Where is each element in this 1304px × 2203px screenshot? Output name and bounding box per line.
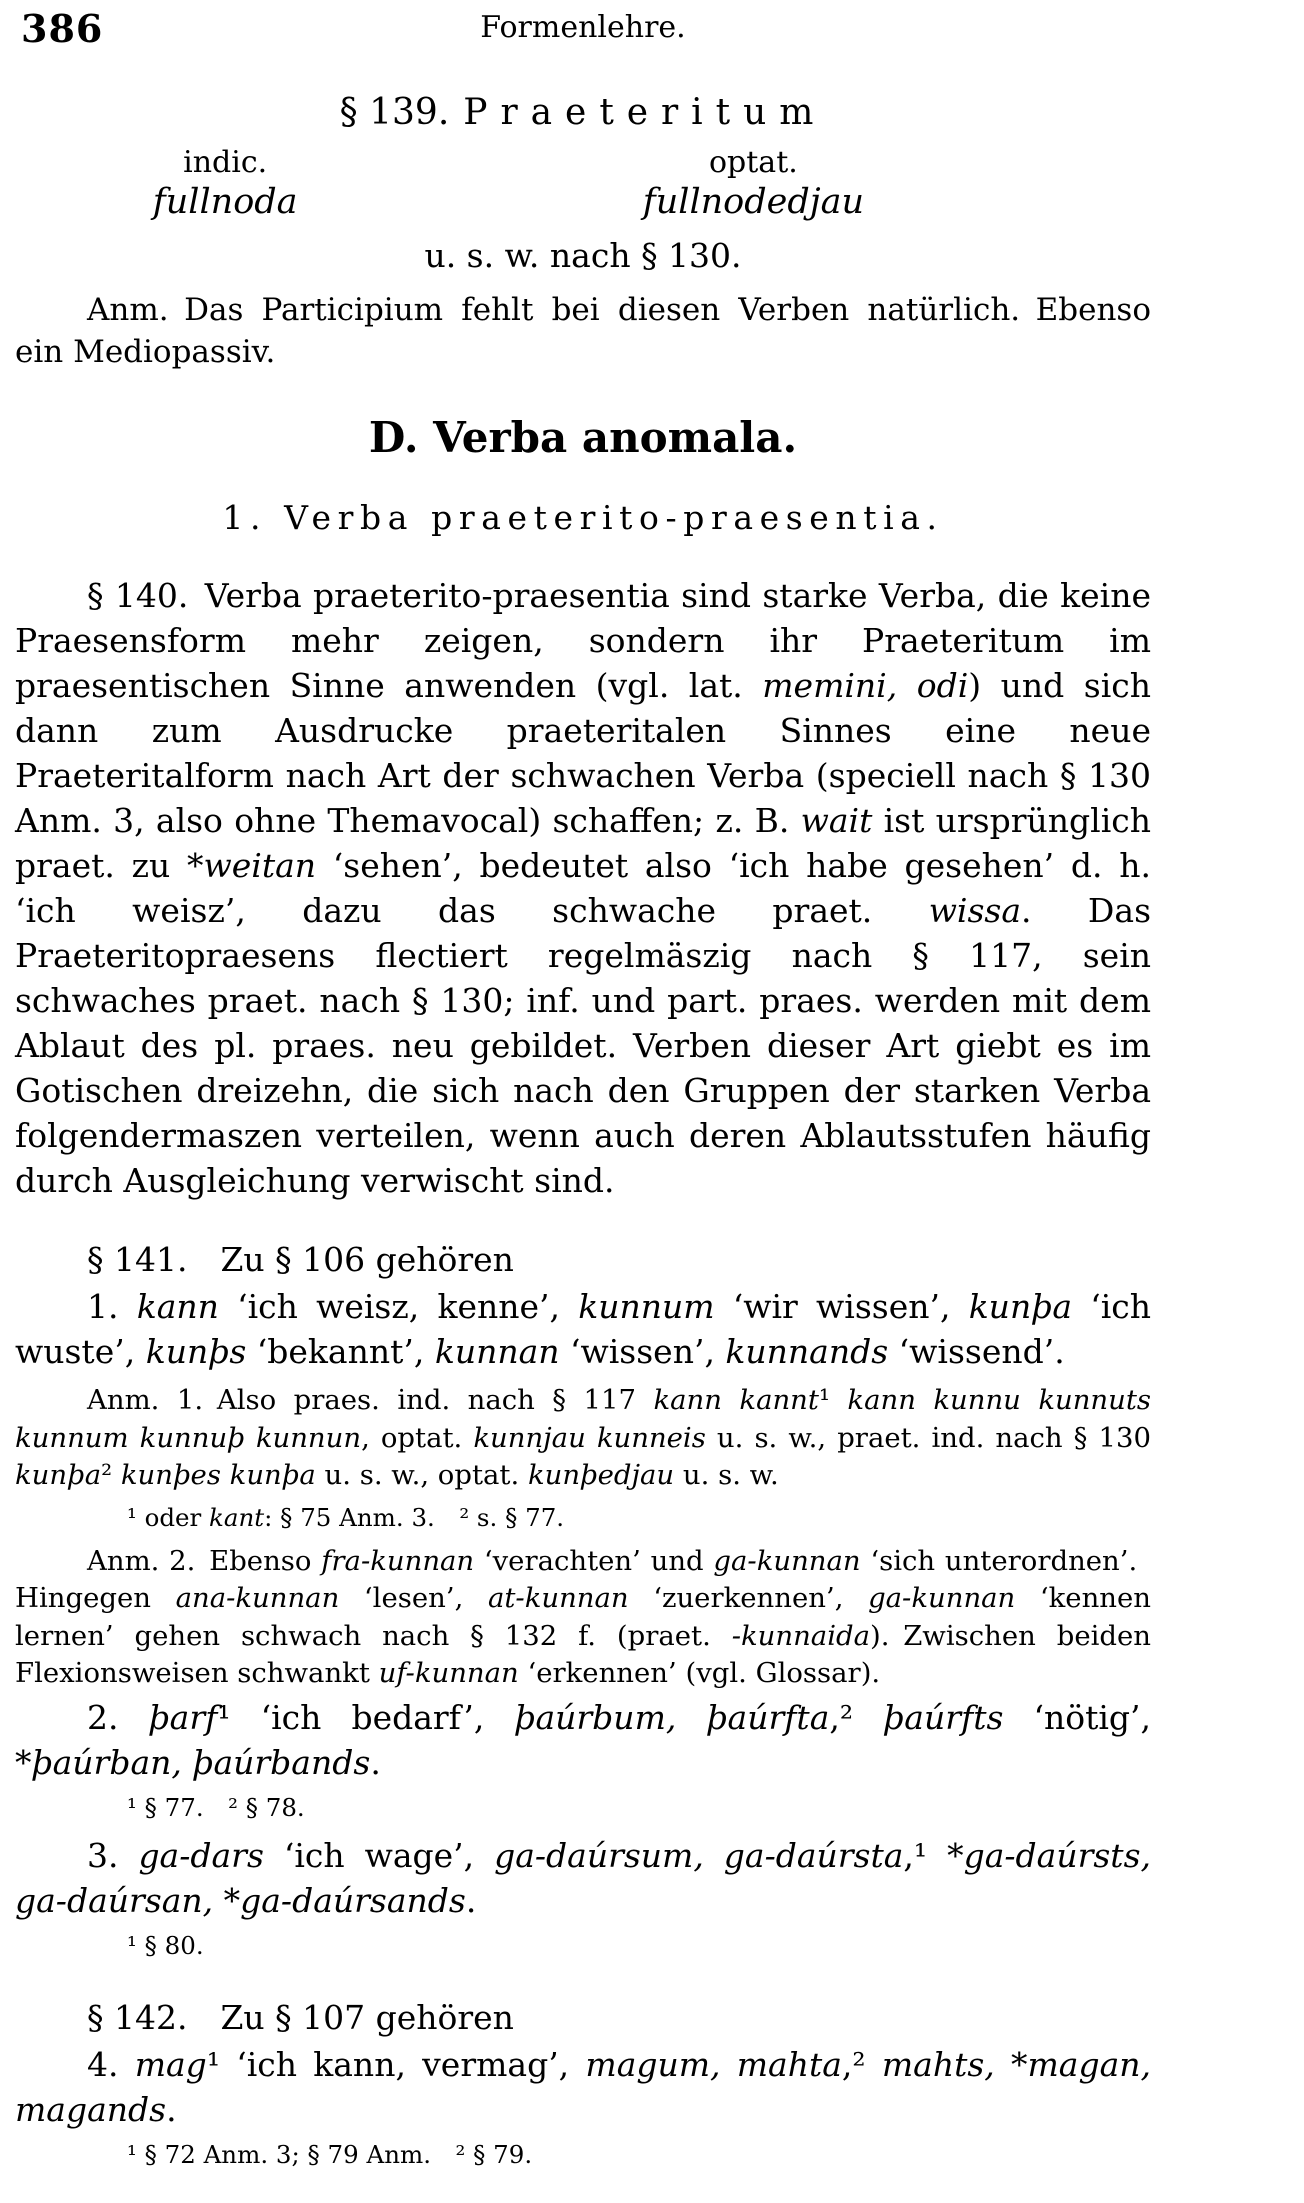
subsection-heading-praeterito-praesentia: 1. Verba praeterito-praesentia. [222, 498, 944, 537]
page-number: 386 [21, 6, 104, 51]
chapter-heading-verba-anomala: D. Verba anomala. [368, 413, 798, 462]
list-item-4-mag: 4. mag¹ ‘ich kann, vermag’, magum, mahta,² mahts, *magan, magands. [15, 2044, 1152, 2129]
page-header [15, 6, 1151, 56]
paradigm-label-row [15, 145, 1151, 180]
footnote-item-4: ¹ § 72 Anm. 3; § 79 Anm. ² § 79. [127, 2139, 533, 2169]
section-142-heading: § 142. Zu § 107 gehören [87, 1997, 514, 2037]
annotation-1: Anm. 1. Also praes. ind. nach § 117 kann kannt¹ kann kunnu kunnuts kunnum kunnuþ kunnun, optat. kunnjau kunneis u. s. w., praet. ind. nach § 130 kunþa² kunþes kunþa u. s. w., optat. kunþedjau u. s. w. [15, 1384, 1151, 1491]
annotation-2: Anm. 2. Ebenso fra-kunnan ‘verachten’ und ga-kunnan ‘sich unterordnen’. Hingegen ana-kunnan ‘lesen’, at-kunnan ‘zuerkennen’, ga-kunnan ‘kennen lernen’ gehen schwach nach § 132 f. (praet. -kunnaida). Zwischen beiden Flexionsweisen schwankt uf-kunnan ‘erkennen’ (vgl. Glossar). [15, 1544, 1152, 1689]
running-header: Formenlehre. [480, 10, 686, 45]
footnote-item-3: ¹ § 80. [127, 1930, 204, 1960]
form-optative: fullnodedjau [642, 182, 865, 222]
footnote-item-2: ¹ § 77. ² § 78. [127, 1792, 305, 1822]
paragraph-140: § 140. Verba praeterito-praesentia sind starke Verba, die keine Praesensform mehr zeigen, sondern ihr Praeteritum im praesentischen Sinne anwenden (vgl. lat. memini, odi) und sich dann zum Ausdrucke praeteritalen Sinnes eine neue Praeteritalform nach Art der schwachen Verba (speciell nach § 130 Anm. 3, also ohne Themavocal) schaffen; z. B. wait ist ursprünglich praet. zu *weitan ‘sehen’, bedeutet also ‘ich habe gesehen’ d. h. ‘ich weisz’, dazu das schwache praet. wissa. Das Praeteritopraesens flectiert regelmäszig nach § 117, sein schwaches praet. nach § 130; inf. und part. praes. werden mit dem Ablaut des pl. praes. neu gebildet. Verben dieser Art giebt es im Gotischen dreizehn, die sich nach den Gruppen der starken Verba folgendermaszen verteilen, wenn auch deren Ablautsstufen häufig durch Ausgleichung verwischt sind. [15, 576, 1152, 1200]
section-139-heading [15, 92, 1151, 133]
section-141-heading: § 141. Zu § 106 gehören [87, 1240, 514, 1279]
column-label-indicative: indic. [183, 145, 268, 180]
etc-reference-line: u. s. w. nach § 130. [424, 236, 742, 275]
paradigm-form-row [15, 182, 1151, 222]
footnote-annotation-1: ¹ oder kant: § 75 Anm. 3. ² s. § 77. [127, 1502, 565, 1532]
section-139-number: § 139. [339, 92, 450, 133]
list-item-2-tharf: 2. þarf¹ ‘ich bedarf’, þaúrbum, þaúrfta,² þaúrfts ‘nötig’, *þaúrban, þaúrbands. [15, 1697, 1151, 1782]
list-item-3-ga-dars: 3. ga-dars ‘ich wage’, ga-daúrsum, ga-daúrsta,¹ *ga-daúrsts, ga-daúrsan, *ga-daúrsands. [15, 1835, 1151, 1920]
column-label-optative: optat. [708, 145, 798, 180]
form-indicative: fullnoda [152, 182, 298, 222]
list-item-1-kann: 1. kann ‘ich weisz, kenne’, kunnum ‘wir wissen’, kunþa ‘ich wuste’, kunþs ‘bekannt’, kunnan ‘wissen’, kunnands ‘wissend’. [15, 1287, 1151, 1371]
annotation-139: Anm. Das Participium fehlt bei diesen Verben natürlich. Ebenso ein Mediopassiv. [15, 292, 1151, 370]
section-139-title: Praeteritum [463, 92, 827, 133]
